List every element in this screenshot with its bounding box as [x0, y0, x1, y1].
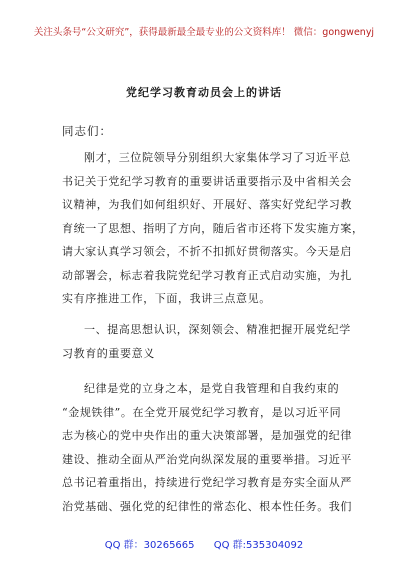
paragraph-line: 实有序推进工作，下面，我讲三点意见。: [62, 292, 271, 305]
paragraph-line: “金规铁律”。在全党开展党纪学习教育，是以习近平同: [62, 405, 342, 419]
paragraph-line: 治党基础、强化党的纪律性的常态化、根本性任务。我们: [62, 499, 352, 513]
footer-contact: [0, 536, 408, 551]
paragraph-line: 议精神，为我们如何组织好、开展好、落实好党纪学习教: [62, 198, 352, 211]
paragraph-line: 建设、推动全面从严治党向纵深发展的重要举措。习近平: [62, 452, 352, 466]
paragraph-opening: [62, 146, 364, 311]
paragraph-discipline: [62, 377, 352, 518]
heading-line: 一、提高思想认识，深刻领会、精准把握开展党纪学: [84, 323, 351, 336]
qq-group-2: QQ 群:535304092: [213, 540, 304, 551]
paragraph-line: 纪律是党的立身之本，是党自我管理和自我约束的: [84, 382, 340, 395]
heading-line: 习教育的重要意义: [62, 346, 155, 360]
paragraph-line: 志为核心的党中央作出的重大决策部署，是加强党的纪律: [62, 429, 352, 442]
paragraph-line: 总书记着重指出，持续进行党纪学习教育是夯实全面从严: [62, 476, 352, 489]
header-banner: 关注头条号“公文研究”，获得最新最全最专业的公文资料库！ 微信：gongwenyj: [33, 27, 375, 38]
paragraph-line: 刚才，三位院领导分别组织大家集体学习了习近平总: [84, 151, 351, 164]
paragraph-line: 请大家认真学习领会，不折不扣抓好贯彻落实。今天是启: [62, 245, 352, 258]
salutation: 同志们：: [62, 124, 112, 138]
paragraph-line: 动部署会，标志着我院党纪学习教育正式启动实施，为扎: [62, 268, 352, 282]
paragraph-line: 书记关于党纪学习教育的重要讲话重要指示及中省相关会: [62, 174, 352, 188]
section-heading-1: [62, 318, 352, 365]
qq-group-1: QQ 群：30265665: [104, 540, 195, 551]
paragraph-line: 育统一了思想、指明了方向，随后省市还将下发实施方案，: [62, 221, 364, 235]
document-title: 党纪学习教育动员会上的讲话: [126, 86, 282, 99]
